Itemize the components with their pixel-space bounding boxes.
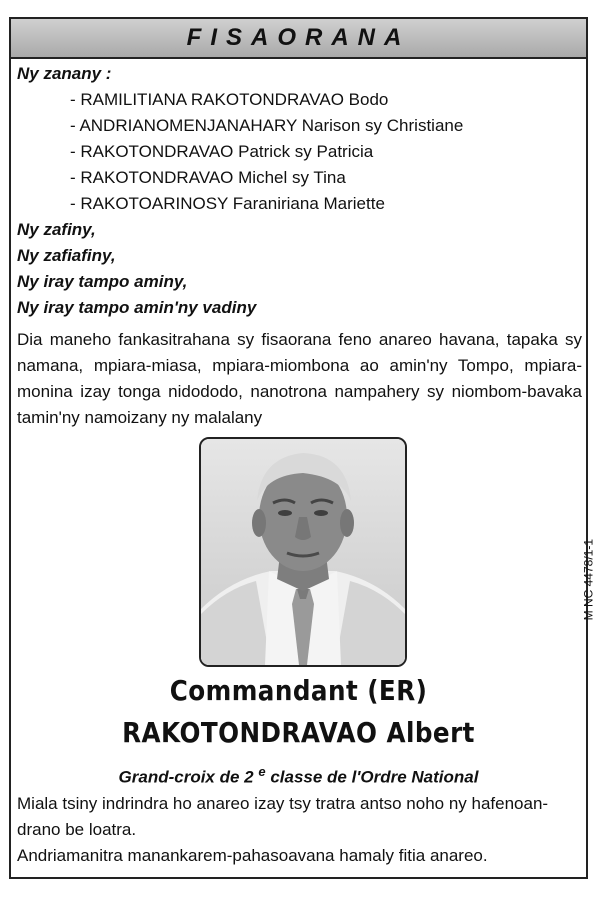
family-member: - ANDRIANOMENJANAHARY Narison sy Christiane (70, 116, 464, 135)
closing-text (17, 791, 582, 869)
distinction-superscript: e (258, 764, 266, 779)
relation-label: Ny iray tampo aminy, (17, 272, 188, 291)
thanks-paragraph: Dia maneho fankasitrahana sy fisaorana feno anareo havana, tapaka sy namana, mpiara-miasa, mpiara-miombona ao amin'ny Tompo, mpiara-monina izay tonga nidododo, nanotrona nampahery sy niombom-bavaka tamin'ny namoizany ny malalany (17, 330, 582, 427)
reference-code: M NC 4478/1-1 (581, 539, 595, 621)
notice-frame (9, 17, 595, 879)
family-member: - RAMILITIANA RAKOTONDRAVAO Bodo (70, 90, 389, 109)
relation-label: Ny iray tampo amin'ny vadiny (17, 298, 257, 317)
portrait-photo (199, 437, 407, 667)
closing-line: Miala tsiny indrindra ho anareo izay tsy tratra antso noho ny hafenoan-drano be loatra. (17, 794, 549, 839)
notice-body (17, 61, 582, 431)
distinction (11, 764, 586, 788)
closing-line: Andriamanitra manankarem-pahasoavana hamaly fitia anareo. (17, 846, 488, 865)
relation-label: Ny zafiny, (17, 220, 96, 239)
portrait-image (201, 439, 405, 665)
family-member: - RAKOTOARINOSY Faraniriana Mariette (70, 194, 385, 213)
distinction-text: Grand-croix de 2 (118, 767, 254, 787)
notice-title: FISAORANA (186, 24, 411, 51)
relation-label: Ny zafiafiny, (17, 246, 116, 265)
header-banner (11, 19, 586, 59)
deceased-rank: Commandant (ER) (169, 674, 428, 707)
family-member: - RAKOTONDRAVAO Patrick sy Patricia (70, 142, 374, 161)
deceased-name: RAKOTONDRAVAO Albert (122, 716, 475, 749)
family-member: - RAKOTONDRAVAO Michel sy Tina (70, 168, 346, 187)
distinction-text-end: classe de l'Ordre National (265, 767, 479, 787)
children-label: Ny zanany : (17, 64, 112, 83)
